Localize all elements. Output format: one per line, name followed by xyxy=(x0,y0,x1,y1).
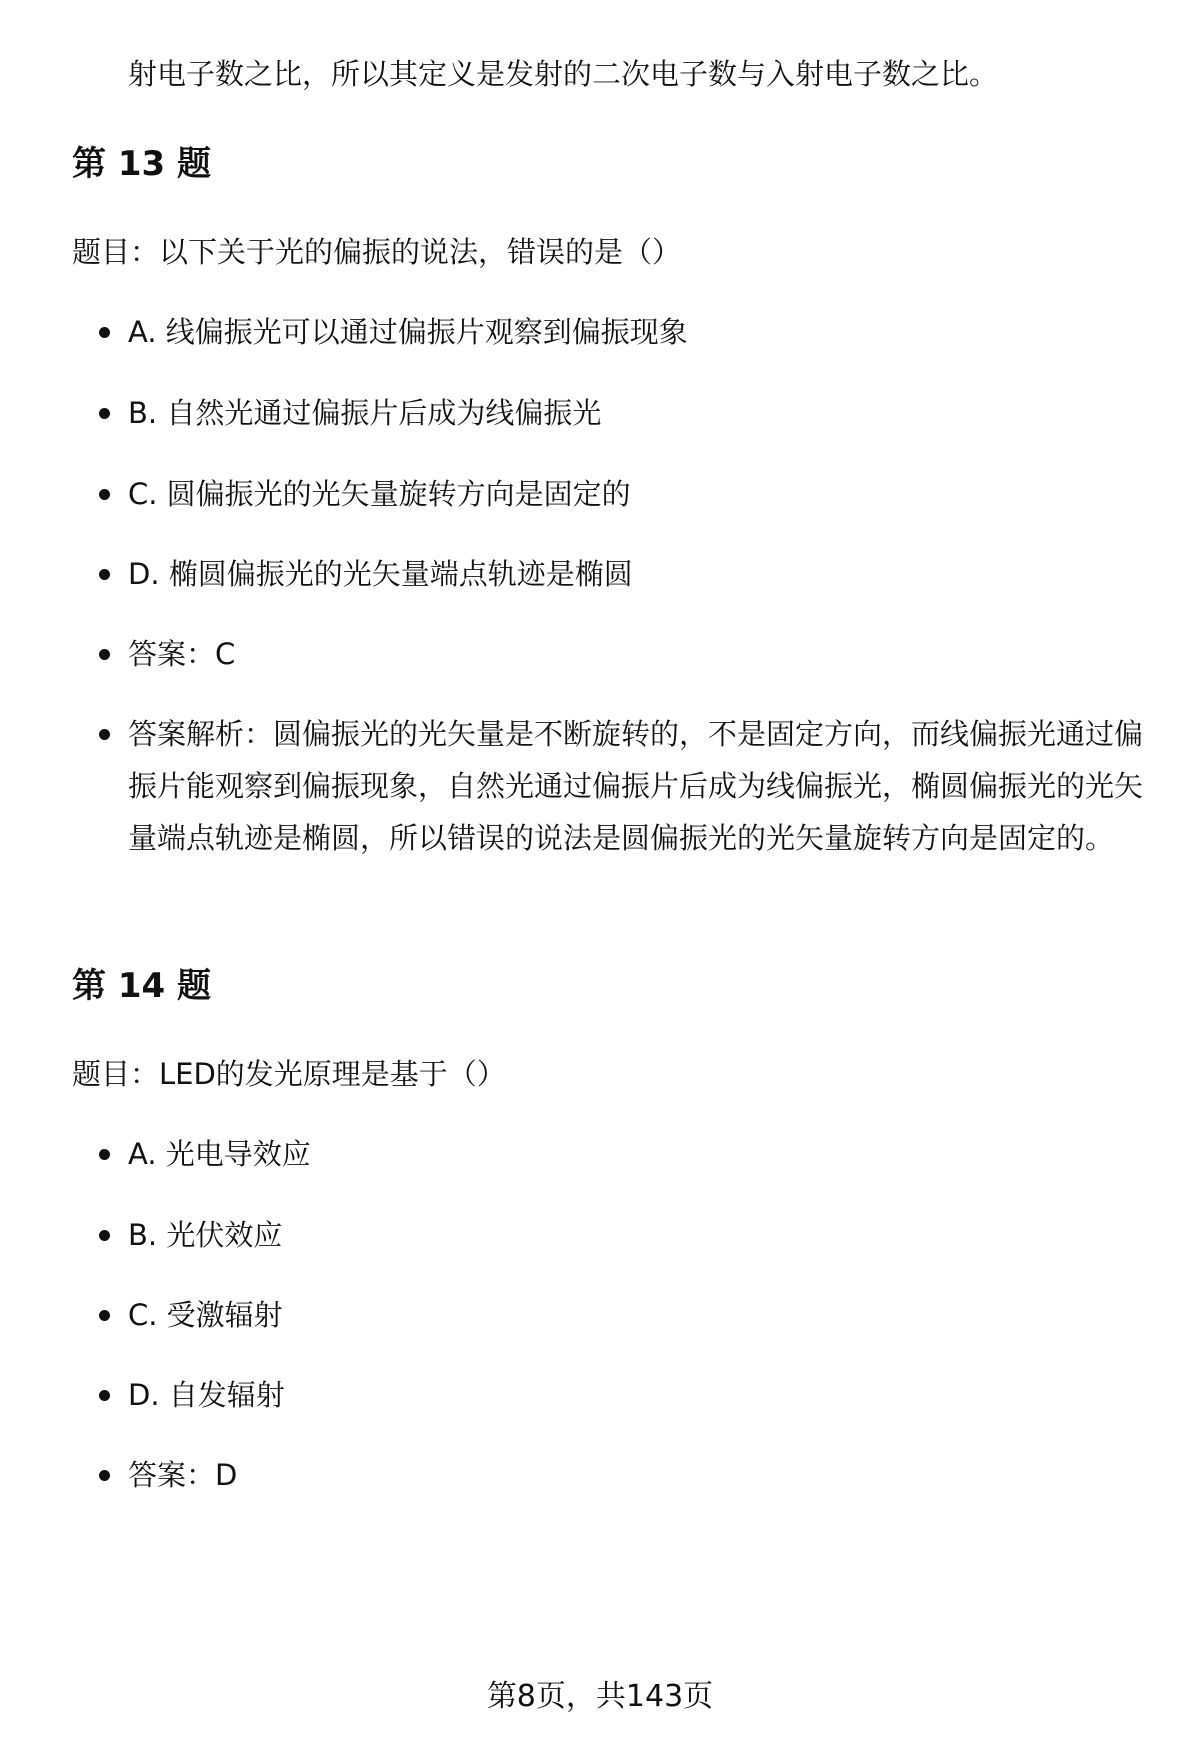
answer-text: 答案：C xyxy=(128,637,236,671)
option-text: B. 光伏效应 xyxy=(128,1218,283,1252)
option-text: C. 圆偏振光的光矢量旋转方向是固定的 xyxy=(128,477,631,511)
answer-text: 答案：D xyxy=(128,1458,238,1492)
question-13-explanation xyxy=(128,708,1144,864)
explanation-text: 答案解析：圆偏振光的光矢量是不断旋转的，不是固定方向，而线偏振光通过偏振片能观察到偏振现象，自然光通过偏振片后成为线偏振光，椭圆偏振光的光矢量端点轨迹是椭圆，所以错误的说法是圆偏振光的光矢量旋转方向是固定的。 xyxy=(128,717,1144,855)
bullet-icon xyxy=(99,729,110,740)
question-14-option-b xyxy=(128,1215,1144,1255)
question-13-heading: 第 13 题 xyxy=(72,144,211,184)
question-14-heading: 第 14 题 xyxy=(72,966,211,1006)
question-13-option-a xyxy=(128,312,1144,352)
page-number-footer: 第8页，共143页 xyxy=(486,1679,714,1714)
bullet-icon xyxy=(99,1310,110,1321)
question-13-stem: 题目：以下关于光的偏振的说法，错误的是（） xyxy=(72,235,682,269)
option-text: B. 自然光通过偏振片后成为线偏振光 xyxy=(128,396,602,430)
bullet-icon xyxy=(99,1470,110,1481)
question-13-option-d xyxy=(128,554,1144,594)
question-13-option-c xyxy=(128,474,1144,514)
question-13-answer xyxy=(128,634,1144,674)
option-text: C. 受激辐射 xyxy=(128,1298,283,1332)
bullet-icon xyxy=(99,649,110,660)
question-14-option-c xyxy=(128,1295,1144,1335)
option-text: A. 线偏振光可以通过偏振片观察到偏振现象 xyxy=(128,315,688,349)
option-text: D. 自发辐射 xyxy=(128,1378,285,1412)
bullet-icon xyxy=(99,1230,110,1241)
option-text: A. 光电导效应 xyxy=(128,1137,311,1171)
bullet-icon xyxy=(99,408,110,419)
question-14-answer xyxy=(128,1455,1144,1495)
question-14-option-d xyxy=(128,1375,1144,1415)
option-text: D. 椭圆偏振光的光矢量端点轨迹是椭圆 xyxy=(128,557,633,591)
bullet-icon xyxy=(99,1149,110,1160)
question-14-option-a xyxy=(128,1134,1144,1174)
bullet-icon xyxy=(99,1390,110,1401)
continued-paragraph: 射电子数之比，所以其定义是发射的二次电子数与入射电子数之比。 xyxy=(128,57,999,91)
question-14-stem: 题目：LED的发光原理是基于（） xyxy=(72,1057,506,1091)
question-13-option-b xyxy=(128,393,1144,433)
bullet-icon xyxy=(99,569,110,580)
bullet-icon xyxy=(99,489,110,500)
bullet-icon xyxy=(99,327,110,338)
